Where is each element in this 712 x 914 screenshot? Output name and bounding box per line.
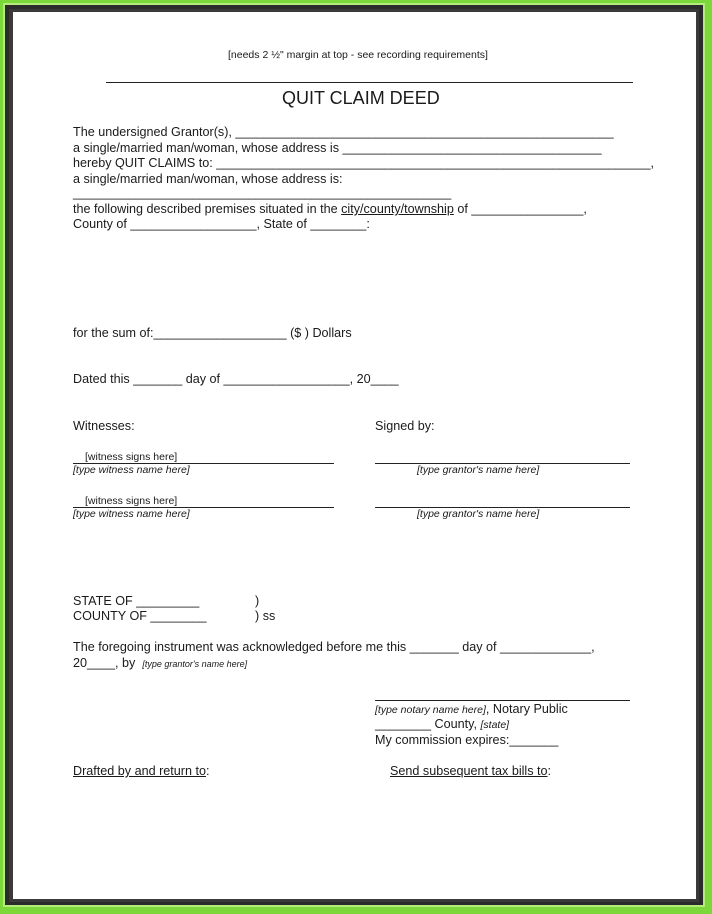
signed-by-label: Signed by: xyxy=(375,419,435,433)
grantee-line: hereby QUIT CLAIMS to: ______________________________________________________________, xyxy=(73,156,654,170)
notary-sign-line xyxy=(375,700,630,701)
ss-mark: ) ss xyxy=(255,609,276,623)
notary-state: [state] xyxy=(480,719,510,731)
grantor-address-line: a single/married man/woman, whose address is _____________________________________ xyxy=(73,141,602,155)
witness-sign-1: [witness signs here] xyxy=(85,451,178,463)
witness-sign-2: [witness signs here] xyxy=(85,495,178,507)
acknowledgment-line: The foregoing instrument was acknowledged before me this _______ day of _____________, xyxy=(73,640,595,654)
witnesses-label: Witnesses: xyxy=(73,419,135,433)
ack-grantor-name: [type grantor's name here] xyxy=(142,659,248,669)
document-title: QUIT CLAIM DEED xyxy=(282,88,440,108)
send-colon: : xyxy=(547,764,552,778)
drafted-colon: : xyxy=(206,764,210,778)
header-note: [needs 2 ½" margin at top - see recording requirements] xyxy=(228,49,488,61)
send-tax-bills: Send subsequent tax bills to xyxy=(390,764,548,778)
notary-line xyxy=(375,702,568,717)
state-paren: ) xyxy=(255,594,260,608)
witness-name-2: [type witness name here] xyxy=(73,508,190,520)
premises-suffix: of ________________, xyxy=(453,202,587,216)
notary-county: ________ County, xyxy=(375,717,477,731)
grantor-line: The undersigned Grantor(s), ______________________________________________________ xyxy=(73,125,614,139)
county-state-line: County of __________________, State of ________: xyxy=(73,217,370,231)
acknowledgment-line-2 xyxy=(73,656,247,672)
grantor-name-1: [type grantor's name here] xyxy=(417,464,540,476)
notary-public: , Notary Public xyxy=(485,702,568,716)
document-page xyxy=(13,12,696,899)
witness-name-1: [type witness name here] xyxy=(73,464,190,476)
notary-name: [type notary name here] xyxy=(375,704,486,716)
county-of-line: COUNTY OF ________ xyxy=(73,609,207,623)
title-rule xyxy=(106,82,633,83)
premises-prefix: the following described premises situated in the xyxy=(73,202,342,216)
grantor-name-2: [type grantor's name here] xyxy=(417,508,540,520)
commission-expires: My commission expires:_______ xyxy=(375,733,559,747)
sum-line: for the sum of:___________________ ($ ) Dollars xyxy=(73,326,352,340)
grantee-address-blank: ______________________________________________________ xyxy=(73,186,452,200)
dated-line: Dated this _______ day of __________________, 20____ xyxy=(73,372,399,386)
send-tax-line xyxy=(390,764,551,779)
ack-year-by: 20____, by xyxy=(73,656,136,670)
drafted-by-line xyxy=(73,764,210,779)
state-of-line: STATE OF _________ xyxy=(73,594,200,608)
drafted-by: Drafted by and return to xyxy=(73,764,207,778)
premises-line xyxy=(73,202,587,217)
grantee-address-line: a single/married man/woman, whose address is: xyxy=(73,172,343,186)
notary-county-line xyxy=(375,717,509,732)
city-county-township: city/county/township xyxy=(341,202,454,216)
